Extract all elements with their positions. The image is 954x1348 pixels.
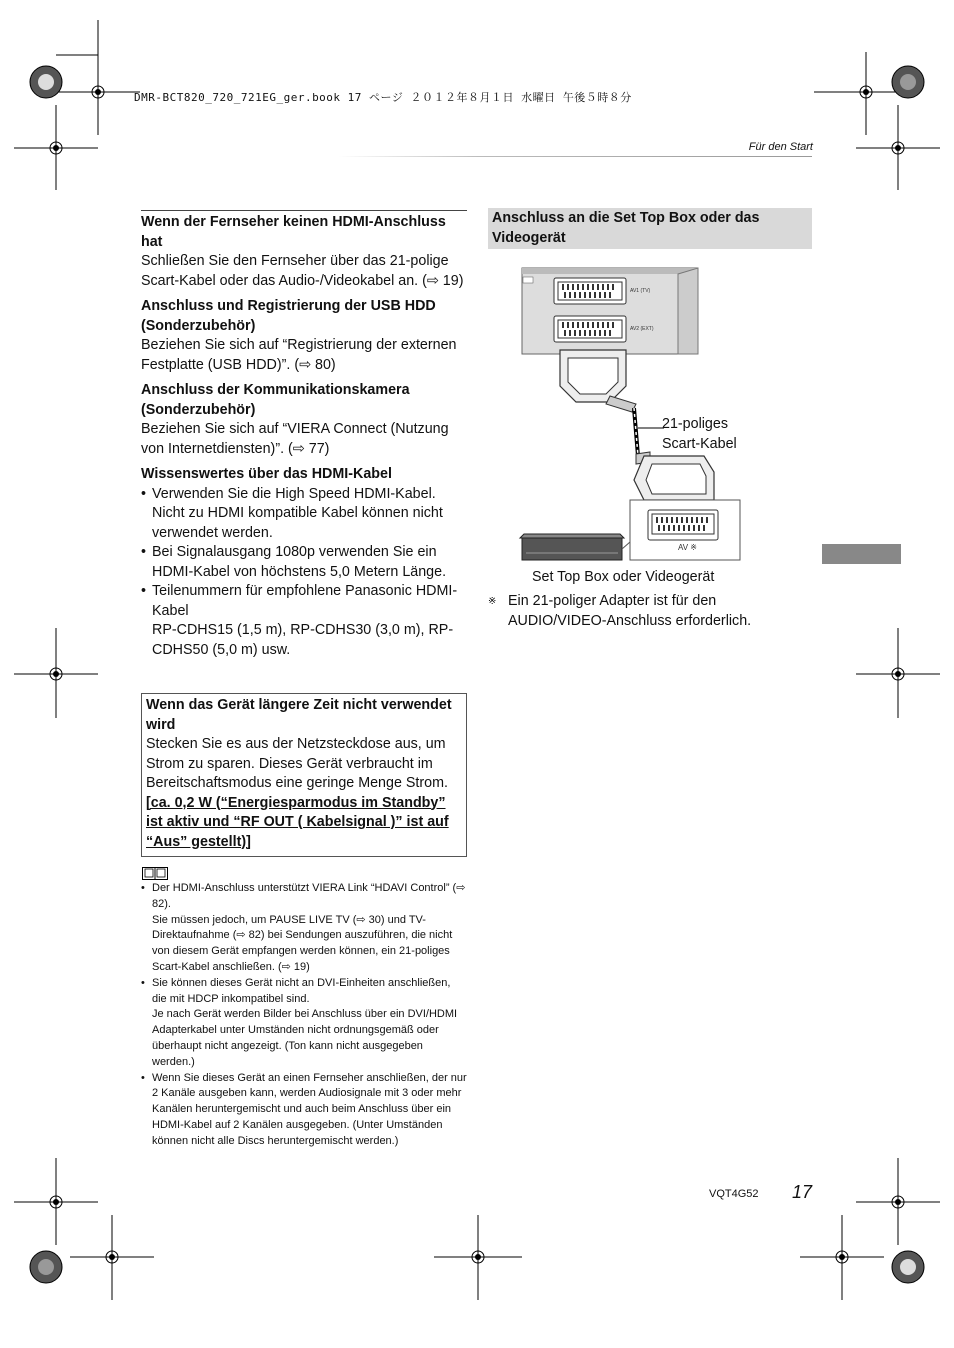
model-code: VQT4G52 (709, 1188, 759, 1200)
part-numbers: RP-CDHS15 (1,5 m), RP-CDHS30 (3,0 m), RP-CDHS50 (5,0 m) usw. (152, 622, 454, 658)
note-text: Je nach Gerät werden Bilder bei Anschluss über ein DVI/HDMI Adapterkabel unter Umständen nicht ordnungsgemäß oder überhaupt nicht angezeigt. (Ton kann nicht ausgegeben werden.) (152, 1008, 458, 1068)
print-header: DMR-BCT820_720_721EG_ger.book 17 ページ ２０１２年８月１日 水曜日 午後５時８分 (134, 91, 632, 104)
no-hdmi-title: Wenn der Fernseher keinen HDMI-Anschluss hat (141, 214, 446, 250)
chapter-tab (822, 544, 901, 564)
note-text: Sie können dieses Gerät nicht an DVI-Einheiten anschließen, die mit HDCP inkompatibel sind. (152, 976, 451, 1005)
note-text: Sie müssen jedoch, um PAUSE LIVE TV (⇨ 30) und TV-Direktaufnahme (⇨ 82) bei Sendungen auszuführen, die nicht von diesem Gerät empfangen werden können, ein 21-poliges Scart-Kabel anschließen. (⇨ 19) (152, 913, 453, 973)
footnote-mark: ※ (488, 596, 497, 607)
page-number: 17 (792, 1182, 813, 1202)
footnote (488, 592, 808, 631)
camera-body: Beziehen Sie sich auf “VIERA Connect (Nutzung von Internetdiensten)”. (⇨ 77) (141, 421, 449, 457)
top-divider (141, 210, 467, 211)
standby-box (141, 693, 467, 857)
list-item: • Teilenummern für empfohlene Panasonic HDMI-Kabel (141, 582, 467, 621)
note-text: Wenn Sie dieses Gerät an einen Fernseher anschließen, der nur 2 Kanäle ausgeben kann, werden Audiosignale mit 3 oder mehr Kanälen heruntergemischt und auch beim Anschluss über ein HDMI-Kabel auf 2 Kanälen ausgegeben. (Unter Umständen können nicht alle Discs heruntergemischt werden.) (152, 1071, 467, 1147)
camera-title: Anschluss der Kommunikationskamera (Sonderzubehör) (141, 382, 410, 418)
cable-label (662, 414, 737, 454)
hdmi-cable-list (141, 485, 467, 661)
no-hdmi-body: Schließen Sie den Fernseher über das 21-polige Scart-Kabel oder das Audio-/Videokabel an. (⇨ 19) (141, 253, 464, 289)
note-text: Der HDMI-Anschluss unterstützt VIERA Link “HDAVI Control” (⇨ 82). (152, 882, 466, 910)
book-icon (142, 867, 168, 880)
cable-label-line1: 21-poliges (662, 416, 728, 432)
list-item: • Verwenden Sie die High Speed HDMI-Kabel. Nicht zu HDMI kompatible Kabel können nicht verwendet werden. (141, 485, 467, 544)
footnote-text: Ein 21-poliger Adapter ist für den AUDIO/VIDEO-Anschluss erforderlich. (508, 593, 752, 629)
hdmi-cable-title: Wissenswertes über das HDMI-Kabel (141, 466, 392, 482)
cable-label-line2: Scart-Kabel (662, 436, 737, 452)
usb-hdd-body: Beziehen Sie sich auf “Registrierung der externen Festplatte (USB HDD)”. (⇨ 80) (141, 337, 457, 373)
connection-heading: Anschluss an die Set Top Box oder das Videogerät (488, 208, 812, 249)
av1-label: AV1 (TV) (630, 288, 651, 294)
section-label: Für den Start (748, 141, 813, 153)
av-star-label: AV ※ (678, 543, 698, 552)
list-item: • Bei Signalausgang 1080p verwenden Sie ein HDMI-Kabel von höchstens 5,0 Metern Länge. (141, 543, 467, 582)
standby-title: Wenn das Gerät längere Zeit nicht verwendet wird (146, 697, 452, 733)
list-item-continuation (141, 621, 467, 660)
list-item (141, 976, 467, 1071)
list-item (141, 1071, 467, 1150)
av2-label: AV2 (EXT) (630, 326, 654, 332)
header-rule (338, 156, 812, 157)
notes-list (141, 881, 467, 1150)
usb-hdd-title: Anschluss und Registrierung der USB HDD (Sonderzubehör) (141, 298, 436, 334)
list-item (141, 881, 467, 976)
standby-body: Stecken Sie es aus der Netzsteckdose aus, um Strom zu sparen. Dieses Gerät verbraucht im Bereitschaftsmodus eine geringe Menge Strom. (146, 736, 448, 791)
left-column (141, 210, 467, 660)
standby-emphasis: [ca. 0,2 W (“Energiesparmodus im Standby” ist aktiv und “RF OUT ( Kabelsignal )” ist auf “Aus” gestellt)] (146, 794, 449, 850)
stb-label: Set Top Box oder Videogerät (532, 569, 715, 585)
